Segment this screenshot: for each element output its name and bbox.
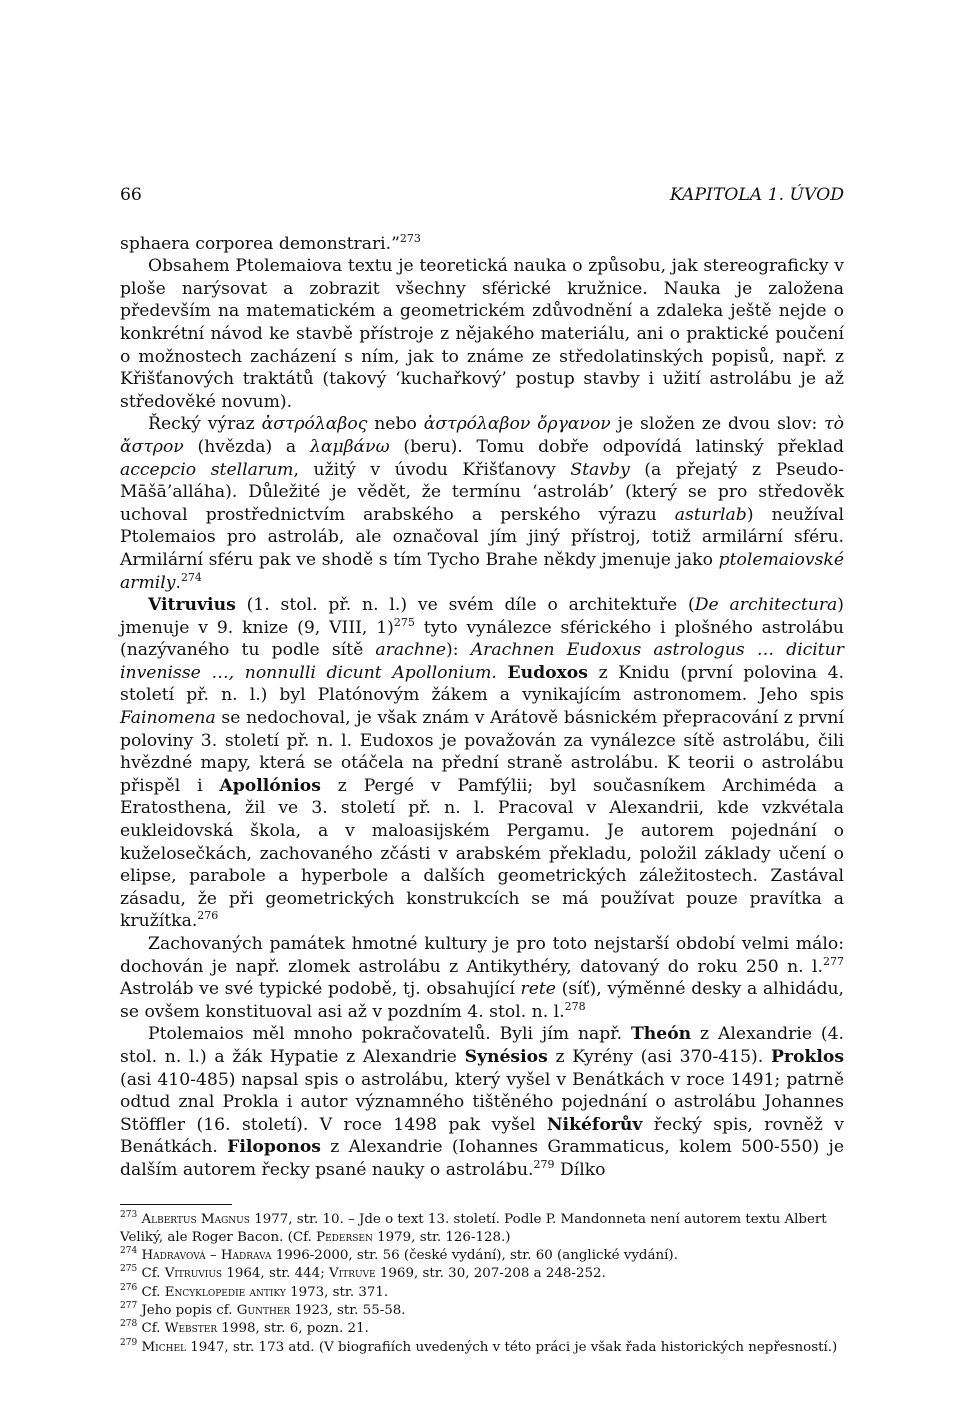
running-head: [120, 184, 844, 207]
footnotes: [120, 1211, 844, 1357]
body-text: [120, 233, 844, 1182]
footnote: $^{275}$ Cf. Vitruvius 1964, str. 444; Vitruve 1969, str. 30, 207-208 a 248-252.: [120, 1264, 606, 1282]
paragraph: Ptolemaios měl mnoho pokračovatelů. Byli jím např. Theón z Alexandrie (4. stol. n. l.) a žák Hypatie z Alexandrie Synésios z Kyrény (asi 370-415). Proklos (asi 410-485) napsal spis o astrolábu, který vyšel v Benátkách v roce 1491; patrně odtud znal Prokla i autor významného tištěného pojednání o astrolábu Johannes Stöffler (16. století). V roce 1498 pak vyšel Nikéforův řecký spis, rovněž v Benátkách. Filoponos z Alexandrie (Iohannes Grammaticus, kolem 500-550) je dalším autorem řecky psané nauky o astrolábu.$^{279}$ Dílko: [120, 1024, 845, 1180]
footnote: $^{279}$ Michel 1947, str. 173 atd. (V biografiích uvedených v této práci je však řada historických nepřesností.): [120, 1337, 838, 1355]
footnote: $^{274}$ Hadravová – Hadrava 1996-2000, str. 56 (české vydání), str. 60 (anglické vydání).: [120, 1246, 678, 1264]
paragraph: Řecký výraz ἀστρόλαβος nebo ἀστρόλαβον ὄργανον je složen ze dvou slov: τὸ ἄστρον (hvězda) a λαμβάνω (beru). Tomu dobře odpovídá latinský překlad accepcio stellarum, užitý v úvodu Křišťanovy Stavby (a přejatý z Pseudo-Māšā’alláha). Důležité je vědět, že termínu ‘astroláb’ (který se pro středověk uchoval prostřednictvím arabského a perského výrazu asturlab) neužíval Ptolemaios pro astroláb, ale označoval jím jiný přístroj, totiž armilární sféru. Armilární sféru pak ve shodě s tím Tycho Brahe někdy jmenuje jako ptolemaiovské armily.$^{274}$: [120, 414, 844, 593]
footnote: $^{278}$ Cf. Webster 1998, str. 6, pozn. 21.: [120, 1319, 369, 1337]
footnote: $^{273}$ Albertus Magnus 1977, str. 10. – Jde o text 13. století. Podle P. Mandonneta není autorem textu Albert Veliký, ale Roger Bacon. (Cf. Pedersen 1979, str. 126-128.): [120, 1209, 827, 1245]
running-title: KAPITOLA 1. ÚVOD: [669, 185, 844, 205]
paragraph: Zachovaných památek hmotné kultury je pro toto nejstarší období velmi málo: dochován je např. zlomek astrolábu z Antikythéry, datovaný do roku 250 n. l.$^{277}$ Astroláb ve své typické podobě, tj. obsahující rete (síť), výměnné desky a alhidádu, se ovšem konstituoval asi až v pozdním 4. stol. n. l.$^{278}$: [120, 934, 845, 1022]
page-number: 66: [120, 185, 142, 205]
footnote: $^{276}$ Cf. Encyklopedie antiky 1973, str. 371.: [120, 1282, 389, 1300]
paragraph: Obsahem Ptolemaiova textu je teoretická nauka o způsobu, jak stereograficky v ploše narýsovat a zobrazit všechny sférické kružnice. Nauka je založena především na matematickém a geometrickém zdůvodnění a zdaleka ještě nejde o konkrétní návod ke stavbě přístroje z nějakého materiálu, ani o praktické poučení o možnostech zacházení s ním, jak to známe ze středolatinských popisů, např. z Křišťanových traktátů (takový ‘kuchařkový’ postup stavby i užití astrolábu je až středověké novum).: [120, 256, 844, 412]
page: [120, 184, 844, 1357]
footnote-divider: [120, 1204, 232, 1205]
paragraph: Vitruvius (1. stol. př. n. l.) ve svém díle o architektuře (De architectura) jmenuje v 9. knize (9, VIII, 1)$^{275}$ tyto vynálezce sférického i plošného astrolábu (nazývaného tu podle sítě arachne): Arachnen Eudoxus astrologus … dicitur invenisse …, nonnulli dicunt Apollonium. Eudoxos z Knidu (první polovina 4. století př. n. l.) byl Platónovým žákem a vynikajícím astronomem. Jeho spis Fainomena se nedochoval, je však znám v Arátově básnickém přepracování z první poloviny 3. století př. n. l. Eudoxos je považován za vynálezce sítě astrolábu, čili hvězdné mapy, která se otáčela na přední straně astrolábu. K teorii o astrolábu přispěl i Apollónios z Pergé v Pamfýlii; byl současníkem Archiméda a Eratosthena, žil ve 3. století př. n. l. Pracoval v Alexandrii, kde vzkvétala eukleidovská škola, a v maloasijském Pergamu. Je autorem pojednání o kuželosečkách, zachovaného zčásti v arabském překladu, položil základy učení o elipse, parabole a hyperbole a dalších geometrických záležitostech. Zastával zásadu, že při geometrických konstrukcích se má používat pouze pravítka a kružítka.$^{276}$: [120, 595, 845, 932]
paragraph-continuation: sphaera corporea demonstrari.”$^{273}$: [120, 231, 421, 254]
footnote: $^{277}$ Jeho popis cf. Gunther 1923, str. 55-58.: [120, 1301, 406, 1319]
